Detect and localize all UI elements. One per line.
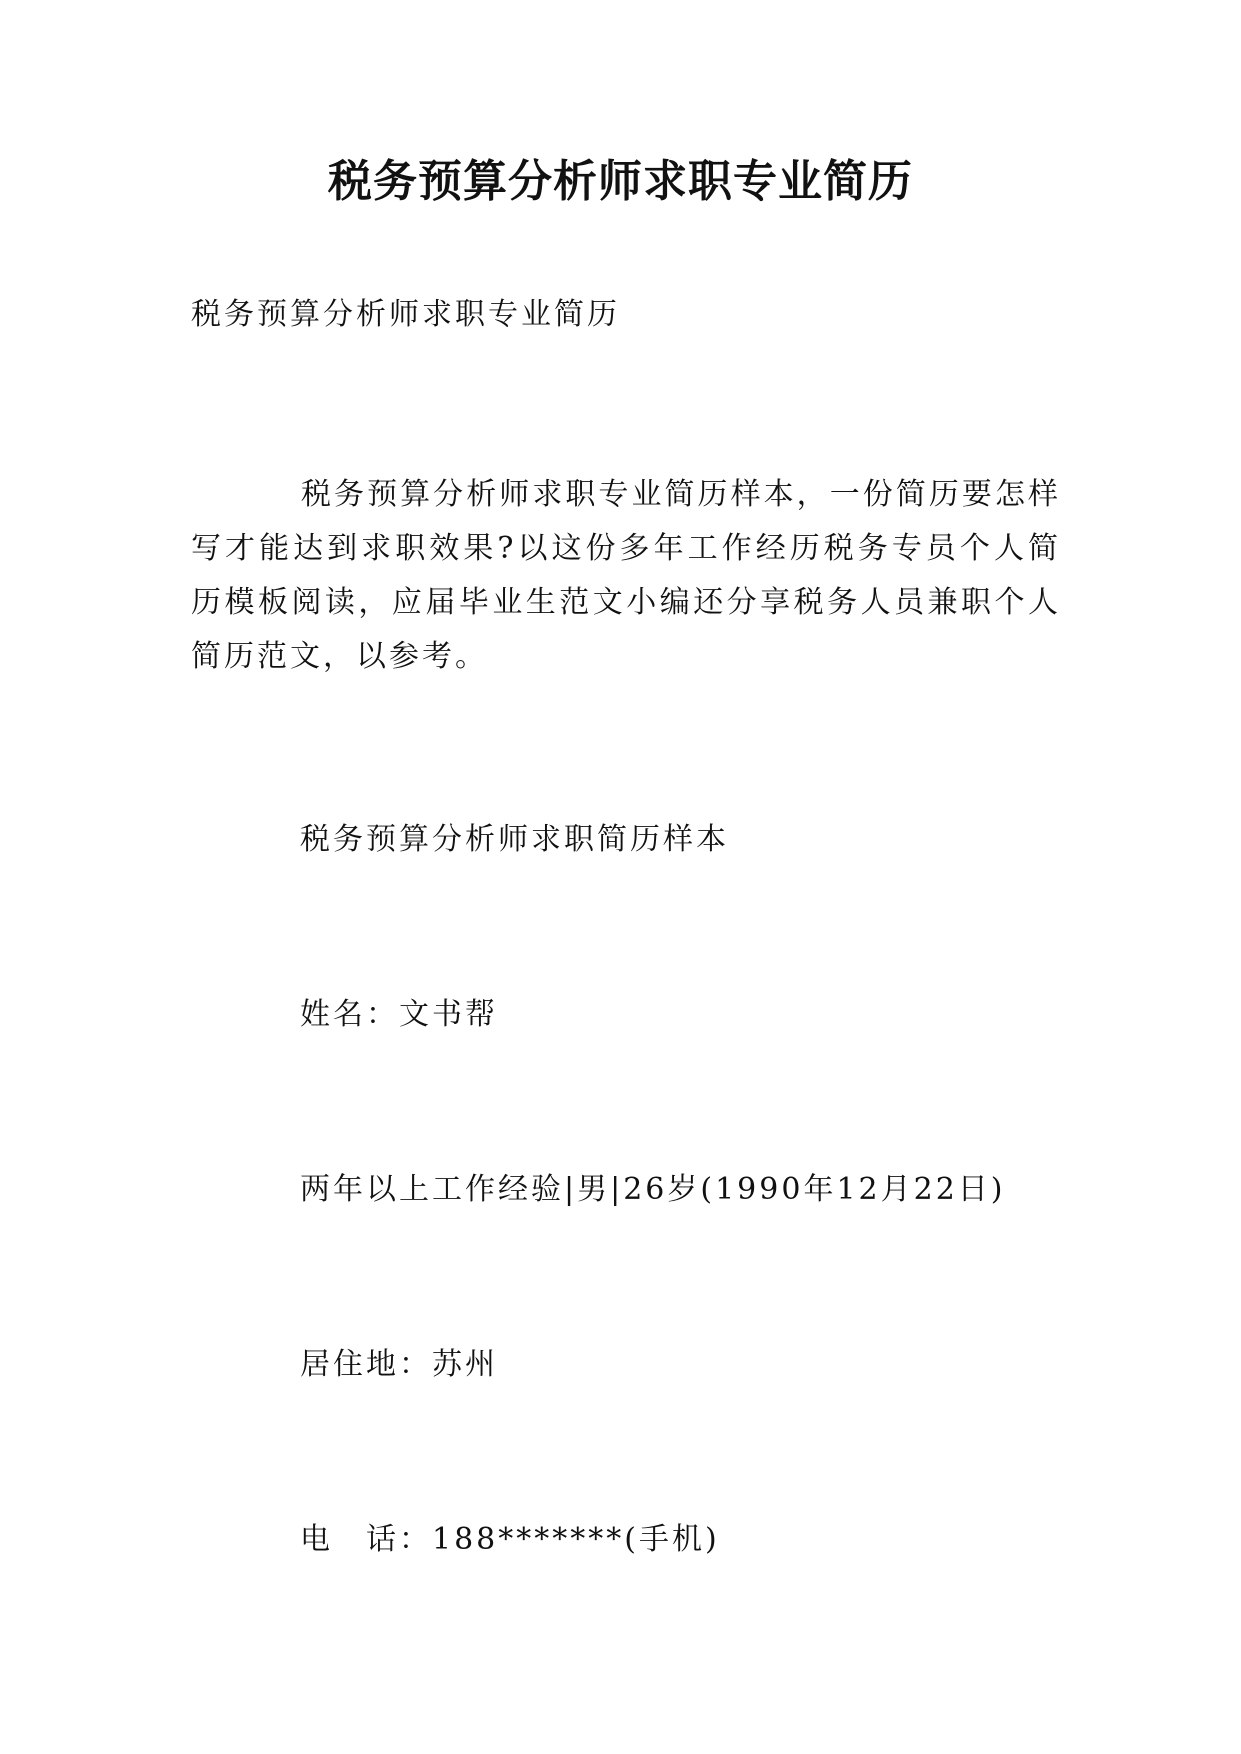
phone-line: 电 话：188*******(手机) [300,1522,720,1557]
document-subtitle: 税务预算分析师求职专业简历 [191,297,620,332]
intro-paragraph: 税务预算分析师求职专业简历样本，一份简历要怎样写才能达到求职效果?以这份多年工作经历税务专员个人简历模板阅读，应届毕业生范文小编还分享税务人员兼职个人简历范文，以参考。 [191,477,1061,674]
experience-line: 两年以上工作经验|男|26岁(1990年12月22日) [300,1172,1006,1207]
residence-line: 居住地：苏州 [300,1347,498,1382]
sample-heading: 税务预算分析师求职简历样本 [300,822,729,857]
document-title: 税务预算分析师求职专业简历 [328,156,913,207]
name-line: 姓名：文书帮 [300,997,498,1032]
